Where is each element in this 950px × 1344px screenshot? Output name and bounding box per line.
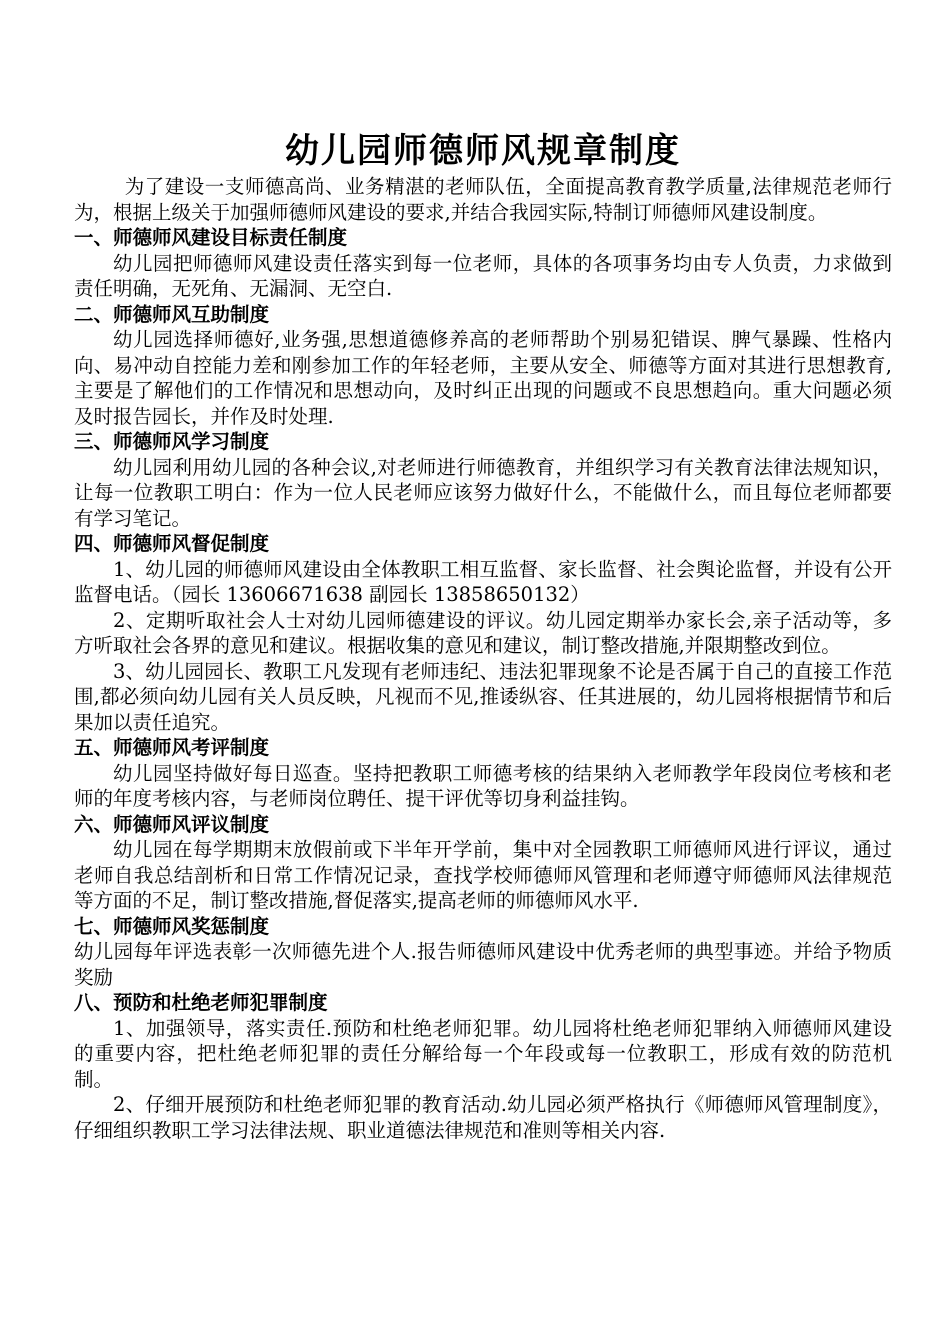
section-paragraph: 1、加强领导，落实责任.预防和杜绝老师犯罪。幼儿园将杜绝老师犯罪纳入师德师风建设的重要内容，把杜绝老师犯罪的责任分解给每一个年段或每一位教职工，形成有效的防范机制。 [74,1016,892,1091]
document-page [74,128,892,1143]
section-heading: 七、师德师风奖惩制度 [74,914,270,938]
section-heading: 八、预防和杜绝老师犯罪制度 [74,991,328,1014]
section-7 [74,914,892,991]
section-5 [74,735,892,812]
section-heading: 一、师德师风建设目标责任制度 [74,226,348,249]
section-heading: 四、师德师风督促制度 [74,532,270,555]
section-2 [74,302,892,430]
section-paragraph: 2、定期听取社会人士对幼儿园师德建设的评议。幼儿园定期举办家长会,亲子活动等，多方听取社会各界的意见和建议。根据收集的意见和建议，制订整改措施,并限期整改到位。 [74,608,892,657]
section-paragraph: 幼儿园选择师德好,业务强,思想道德修养高的老师帮助个别易犯错误、脾气暴躁、性格内向、易冲动自控能力差和刚参加工作的年轻老师，主要从安全、师德等方面对其进行思想教育,主要是了解他们的工作情况和思想动向，及时纠正出现的问题或不良思想趋向。重大问题必须及时报告园长，并作及时处理. [74,328,892,428]
intro-paragraph: 为了建设一支师德高尚、业务精湛的老师队伍，全面提高教育教学质量,法律规范老师行为，根据上级关于加强师德师风建设的要求,并结合我园实际,特制订师德师风建设制度。 [74,175,892,224]
section-1 [74,225,892,302]
section-paragraph: 幼儿园在每学期期末放假前或下半年开学前，集中对全园教职工师德师风进行评议，通过老师自我总结剖析和日常工作情况记录，查找学校师德师风管理和老师遵守师德师风法律规范等方面的不足，制订整改措施,督促落实,提高老师的师德师风水平. [74,838,892,912]
section-paragraph: 1、幼儿园的师德师风建设由全体教职工相互监督、家长监督、社会舆论监督，并设有公开监督电话。（园长 13606671638 副园长 13858650132） [74,557,892,606]
section-paragraph: 幼儿园把师德师风建设责任落实到每一位老师，具体的各项事务均由专人负责，力求做到责任明确，无死角、无漏洞、无空白. [74,251,892,300]
section-paragraph: 3、幼儿园园长、教职工凡发现有老师违纪、违法犯罪现象不论是否属于自己的直接工作范围,都必须向幼儿园有关人员反映，凡视而不见,推诿纵容、任其进展的，幼儿园将根据情节和后果加以责任追究。 [74,659,892,734]
section-heading: 三、师德师风学习制度 [74,430,270,453]
section-paragraph: 幼儿园利用幼儿园的各种会议,对老师进行师德教育，并组织学习有关教育法律法规知识，让每一位教职工明白：作为一位人民老师应该努力做好什么，不能做什么，而且每位老师都要有学习笔记。 [74,455,892,530]
document-title: 幼儿园师德师风规章制度 [285,131,681,171]
section-paragraph: 幼儿园坚持做好每日巡查。坚持把教职工师德考核的结果纳入老师教学年段岗位考核和老师的年度考核内容，与老师岗位聘任、提干评优等切身利益挂钩。 [74,761,892,810]
section-heading: 二、师德师风互助制度 [74,302,270,326]
section-paragraph: 幼儿园每年评选表彰一次师德先进个人.报告师德师风建设中优秀老师的典型事迹。并给予物质奖励 [74,940,892,989]
section-heading: 五、师德师风考评制度 [74,736,270,759]
section-3 [74,429,892,531]
section-4 [74,531,892,735]
section-paragraph: 2、仔细开展预防和杜绝老师犯罪的教育活动.幼儿园必须严格执行《师德师风管理制度》，仔细组织教职工学习法律法规、职业道德法律规范和准则等相关内容. [74,1093,892,1142]
section-6 [74,812,892,914]
section-8 [74,990,892,1143]
section-heading: 六、师德师风评议制度 [74,812,270,836]
